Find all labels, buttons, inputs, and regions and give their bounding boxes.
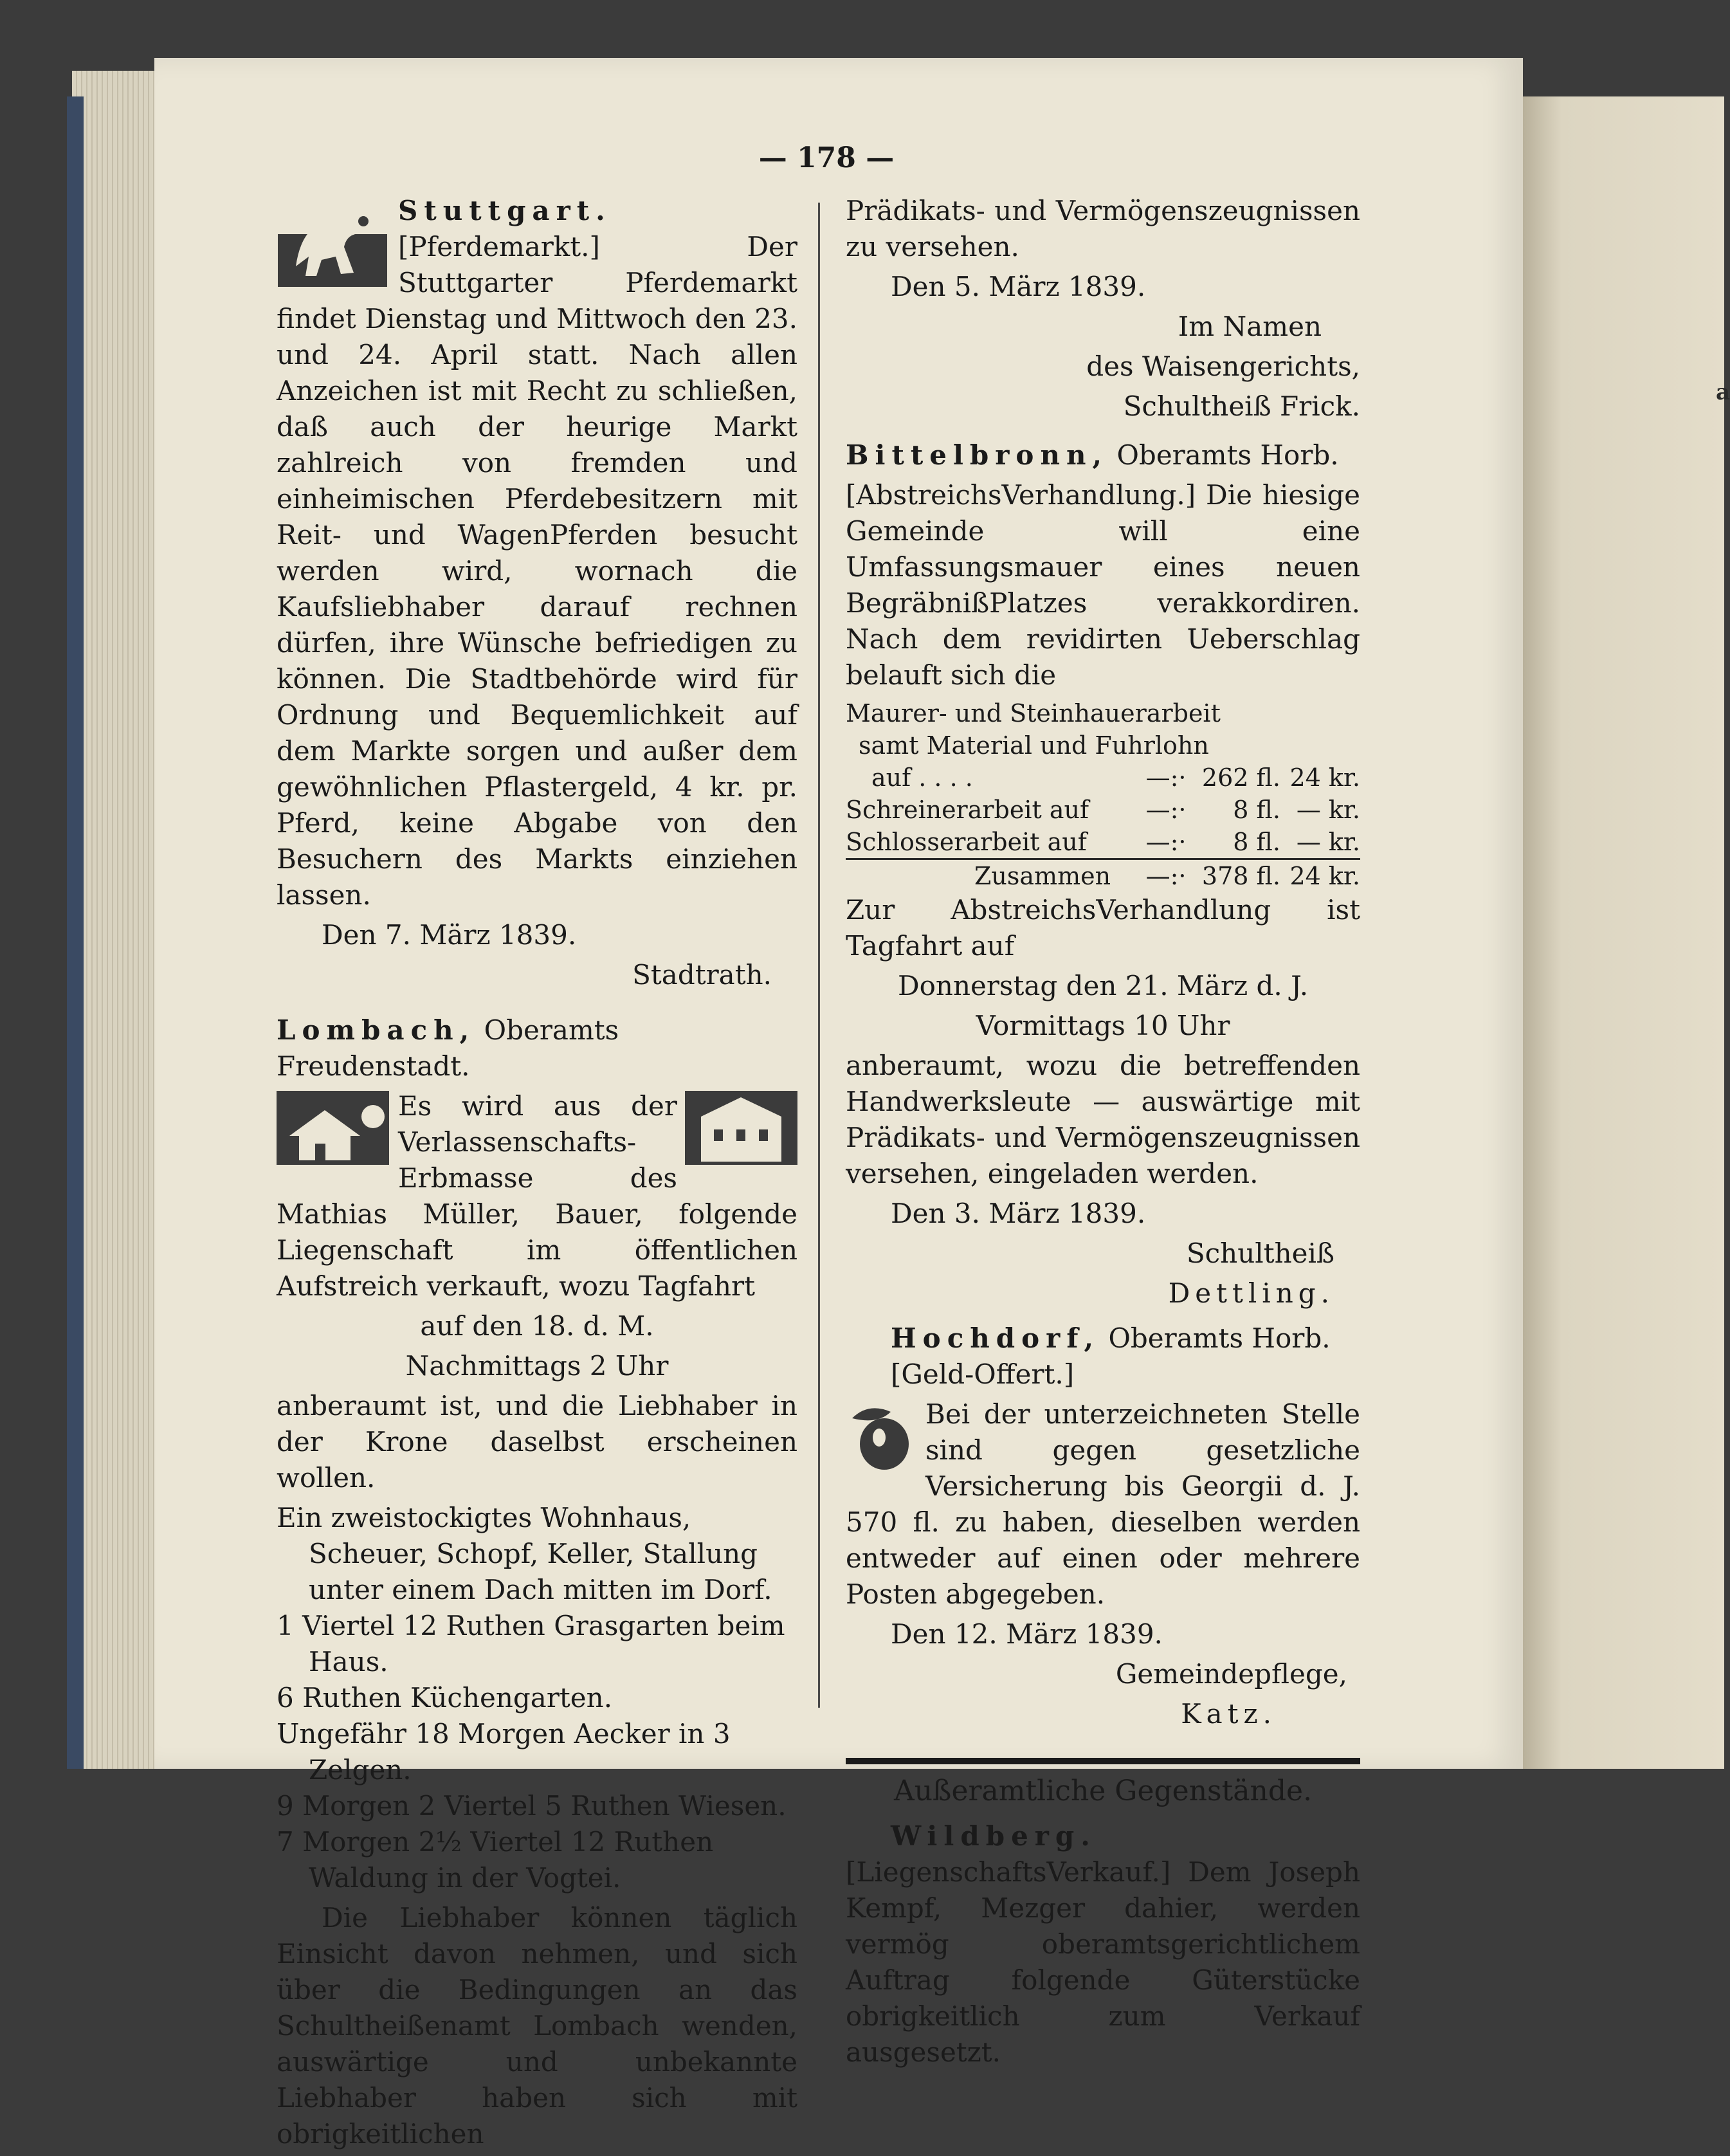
cost-label: samt Material und Fuhrlohn bbox=[859, 731, 1209, 760]
notice-lombach bbox=[277, 1012, 797, 2152]
book-spine bbox=[67, 96, 84, 1769]
auction-time: Nachmittags 2 Uhr bbox=[405, 1350, 669, 1382]
section-title: Außeramtliche Gegenstände. bbox=[893, 1775, 1313, 1807]
signature-line: Im Namen bbox=[1178, 311, 1322, 342]
place-name: Bittelbronn, bbox=[846, 439, 1109, 471]
total-kr: 24 kr. bbox=[1280, 859, 1360, 893]
notice-date: Den 5. März 1839. bbox=[891, 271, 1146, 302]
facing-page-fragment: a bbox=[1716, 379, 1730, 405]
cost-separator: —:· bbox=[1145, 796, 1187, 824]
place-name: Wildberg. bbox=[891, 1820, 1097, 1852]
cost-separator: —:· bbox=[1146, 859, 1192, 893]
cost-kr: — kr. bbox=[1296, 828, 1360, 856]
list-item: 9 Morgen 2 Viertel 5 Ruthen Wiesen. bbox=[277, 1790, 787, 1822]
place-name: Lombach, bbox=[277, 1014, 476, 1046]
cost-fl: 8 fl. bbox=[1233, 796, 1280, 824]
table-row-total bbox=[846, 859, 1360, 893]
signature-line: Gemeindepflege, bbox=[1115, 1658, 1347, 1690]
cost-table bbox=[846, 697, 1360, 892]
auction-date: auf den 18. d. M. bbox=[420, 1310, 654, 1342]
list-item: Ein zweistockigtes Wohnhaus, Scheuer, Schopf, Keller, Stallung unter einem Dach mitten im Dorf. bbox=[277, 1502, 772, 1605]
farmhouse-vignette-icon bbox=[277, 1091, 389, 1165]
cost-kr: 24 kr. bbox=[1289, 763, 1360, 792]
notice-text-end: Die Liebhaber können täglich Einsicht davon nehmen, und sich über die Bedingungen an das Schultheißenamt Lombach wenden, auswärtige und unbekannte Liebhaber haben sich mit obrigkeitlichen bbox=[277, 1902, 797, 2150]
notice-stuttgart bbox=[277, 193, 797, 993]
place-district: Oberamts Horb. [Geld-Offert.] bbox=[891, 1322, 1331, 1390]
table-row bbox=[846, 729, 1360, 762]
list-item: 7 Morgen 2½ Viertel 12 Ruthen Waldung in der Vogtei. bbox=[277, 1826, 714, 1894]
signature-line: Schultheiß bbox=[1186, 1238, 1334, 1269]
cost-fl: 8 fl. bbox=[1233, 828, 1280, 856]
signature-line: Schultheiß Frick. bbox=[1123, 390, 1360, 422]
cost-label: Maurer- und Steinhauerarbeit bbox=[846, 699, 1221, 727]
fruit-vignette-icon bbox=[846, 1399, 916, 1473]
village-vignette-icon bbox=[685, 1091, 797, 1165]
notice-text-end: anberaumt, wozu die betreffenden Handwerksleute — auswärtige mit Prädikats- und Vermögenszeugnissen versehen, eingeladen werden. bbox=[846, 1050, 1360, 1189]
left-column bbox=[277, 193, 797, 2156]
notice-text-cont: anberaumt ist, und die Liebhaber in der Krone daselbst erscheinen wollen. bbox=[277, 1390, 797, 1494]
page-number: — 178 — bbox=[758, 142, 895, 174]
notice-text-cont: Zur AbstreichsVerhandlung ist Tagfahrt auf bbox=[846, 894, 1360, 962]
notice-date: Den 3. März 1839. bbox=[891, 1198, 1146, 1229]
list-item: 6 Ruthen Küchengarten. bbox=[277, 1682, 613, 1713]
horse-vignette-icon bbox=[277, 196, 389, 289]
notice-wildberg bbox=[846, 1818, 1360, 2070]
cost-kr: — kr. bbox=[1296, 796, 1360, 824]
notice-text: Es wird aus der Verlassenschafts-Erbmasse des Mathias Müller, Bauer, folgende Liegenschaft im öffentlichen Aufstreich verkauft, wozu Tagfahrt bbox=[277, 1090, 797, 1302]
cost-separator: —:· bbox=[1145, 763, 1187, 792]
place-district: Oberamts Horb. bbox=[1116, 439, 1339, 471]
cost-fl: 262 fl. bbox=[1201, 763, 1280, 792]
notice-text: Bei der unterzeichneten Stelle sind gegen gesetzliche Versicherung bis Georgii d. J. 570 fl. zu haben, dieselben werden entweder auf einen oder mehrere Posten abgegeben. bbox=[846, 1398, 1360, 1610]
cost-label: auf . . . . bbox=[871, 763, 973, 792]
notice-date: Den 12. März 1839. bbox=[891, 1618, 1163, 1650]
property-list bbox=[277, 1500, 797, 1896]
place-name: Hochdorf, bbox=[891, 1322, 1100, 1354]
right-column bbox=[846, 193, 1360, 2074]
list-item: 1 Viertel 12 Ruthen Grasgarten beim Haus. bbox=[277, 1610, 785, 1677]
table-row bbox=[846, 794, 1360, 826]
notice-text: [Pferdemarkt.] Der Stuttgarter Pferdemarkt findet Dienstag und Mittwoch den 23. und 24. April statt. Nach allen Anzeichen ist mit Recht zu schließen, daß auch der heurige Markt zahlreich von fremden und einheimischen Pferdebesitzern mit Reit- und WagenPferden besucht werden wird, wornach die Kaufsliebhaber darauf rechnen dürfen, ihre Wünsche befriedigen zu können. Die Stadtbehörde wird für Ordnung und Bequemlichkeit auf dem Markte sorgen und außer dem gewöhnlichen Pflastergeld, 4 kr. pr. Pferd, keine Abgabe von den Besuchern des Markts einziehen lassen. bbox=[277, 231, 797, 911]
table-row bbox=[846, 826, 1360, 859]
notice-bittelbronn bbox=[846, 437, 1360, 1311]
cost-separator: —:· bbox=[1145, 828, 1187, 856]
signature-line: Katz. bbox=[1181, 1698, 1277, 1730]
auction-time: Vormittags 10 Uhr bbox=[976, 1010, 1230, 1041]
total-fl: 378 fl. bbox=[1192, 859, 1280, 893]
notice-continuation bbox=[846, 193, 1360, 425]
place-name: Stuttgart. bbox=[398, 195, 612, 226]
signature-line: Dettling. bbox=[1168, 1277, 1334, 1309]
table-row bbox=[846, 762, 1360, 794]
notice-text: Prädikats- und Vermögenszeugnissen zu versehen. bbox=[846, 195, 1360, 262]
book-page-edges bbox=[72, 71, 156, 1769]
notice-text: [LiegenschaftsVerkauf.] Dem Joseph Kempf, Mezger dahier, werden vermög oberamtsgerichtlichem Auftrag folgende Güterstücke obrigkeitlich zum Verkauf ausgesetzt. bbox=[846, 1856, 1360, 2068]
table-row bbox=[846, 697, 1360, 729]
cost-label: Schlosserarbeit auf bbox=[846, 828, 1087, 856]
notice-text: [AbstreichsVerhandlung.] Die hiesige Gemeinde will eine Umfassungsmauer eines neuen BegräbnißPlatzes verakkordiren. Nach dem revidirten Ueberschlag belauft sich die bbox=[846, 479, 1360, 691]
notice-hochdorf bbox=[846, 1320, 1360, 1732]
auction-date: Donnerstag den 21. März d. J. bbox=[897, 970, 1309, 1001]
section-rule bbox=[846, 1758, 1360, 1764]
list-item: Ungefähr 18 Morgen Aecker in 3 Zelgen. bbox=[277, 1718, 731, 1786]
facing-page bbox=[1523, 96, 1724, 1769]
notice-date: Den 7. März 1839. bbox=[322, 919, 577, 951]
cost-label: Schreinerarbeit auf bbox=[846, 796, 1089, 824]
total-label: Zusammen bbox=[846, 859, 1146, 893]
notice-signature: Stadtrath. bbox=[632, 959, 772, 991]
signature-line: des Waisengerichts, bbox=[1086, 351, 1360, 382]
column-divider bbox=[818, 203, 820, 1708]
place-district: Oberamts Freudenstadt. bbox=[277, 1014, 619, 1082]
